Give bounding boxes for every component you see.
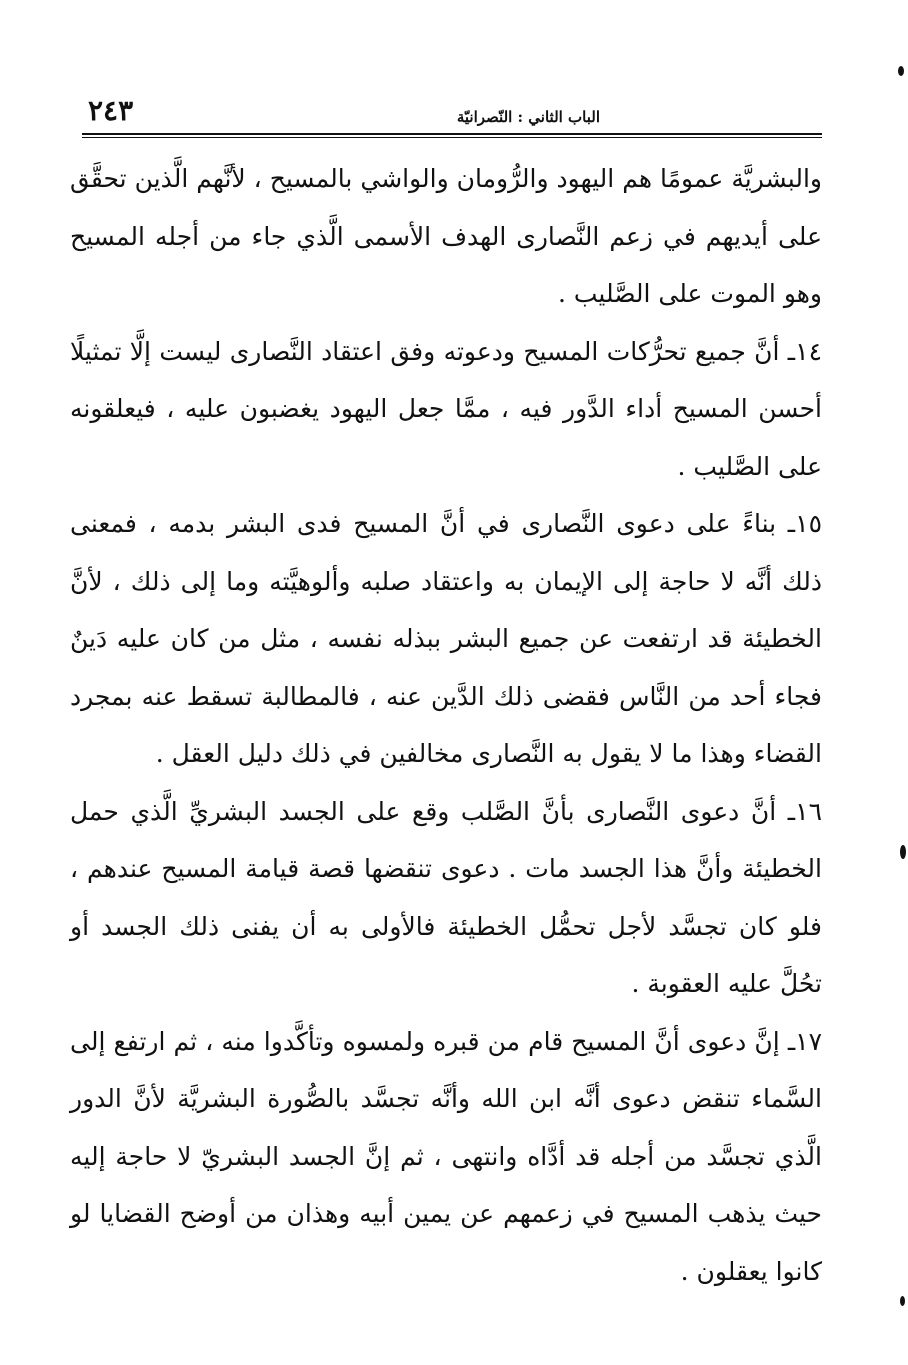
paragraph-item-17: ١٧ـ إنَّ دعوى أنَّ المسيح قام من قبره ولمسوه وتأكَّدوا منه ، ثم ارتفع إلى السَّماء تنقض دعوى أنَّه ابن الله وأنَّه تجسَّد بالصُّورة البشريَّة لأنَّ الدور الَّذي تجسَّد من أجله قد أدَّاه وانتهى ، ثم إنَّ الجسد البشريّ لا حاجة إليه حيث يذهب المسيح في زعمهم عن يمين أبيه وهذان من أوضح القضايا لو كانوا يعقلون . — [70, 1026, 822, 1286]
paragraph-item-15: ١٥ـ بناءً على دعوى النَّصارى في أنَّ المسيح فدى البشر بدمه ، فمعنى ذلك أنَّه لا حاجة إلى الإيمان به واعتقاد صلبه وألوهيَّته وما إلى ذلك ، لأنَّ الخطيئة قد ارتفعت عن جميع البشر ببذله نفسه ، مثل من كان عليه دَينٌ فجاء أحد من النَّاس فقضى ذلك الدَّين عنه ، فالمطالبة تسقط عنه بمجرد القضاء وهذا ما لا يقول به النَّصارى مخالفين في ذلك دليل العقل . — [70, 509, 822, 768]
scan-speck-top — [898, 66, 904, 76]
body-text — [70, 150, 822, 1300]
paragraph-item-14: ١٤ـ أنَّ جميع تحرُّكات المسيح ودعوته وفق اعتقاد النَّصارى ليست إلَّا تمثيلًا أحسن المسيح أداء الدَّور فيه ، ممَّا جعل اليهود يغضبون عليه ، فيعلقونه على الصَّليب . — [70, 336, 822, 481]
running-header — [82, 92, 822, 132]
scan-speck-middle — [900, 845, 906, 859]
chapter-title: الباب الثاني : النّصرانيّة — [456, 108, 600, 126]
scan-speck-bottom — [900, 1296, 905, 1306]
page-number: ٢٤٣ — [88, 94, 134, 127]
paragraph-continuation: والبشريَّة عمومًا هم اليهود والرُّومان والواشي بالمسيح ، لأنَّهم الَّذين تحقَّق على أيديهم في زعم النَّصارى الهدف الأسمى الَّذي جاء من أجله المسيح وهو الموت على الصَّليب . — [70, 164, 822, 308]
paragraph-item-16: ١٦ـ أنَّ دعوى النَّصارى بأنَّ الصَّلب وقع على الجسد البشريِّ الَّذي حمل الخطيئة وأنَّ هذا الجسد مات . دعوى تنقضها قصة قيامة المسيح عندهم ، فلو كان تجسَّد لأجل تحمُّل الخطيئة فالأولى به أن يفنى ذلك الجسد أو تحُلَّ عليه العقوبة . — [70, 796, 822, 998]
header-rule-thin — [82, 137, 822, 138]
header-rule — [82, 133, 822, 135]
